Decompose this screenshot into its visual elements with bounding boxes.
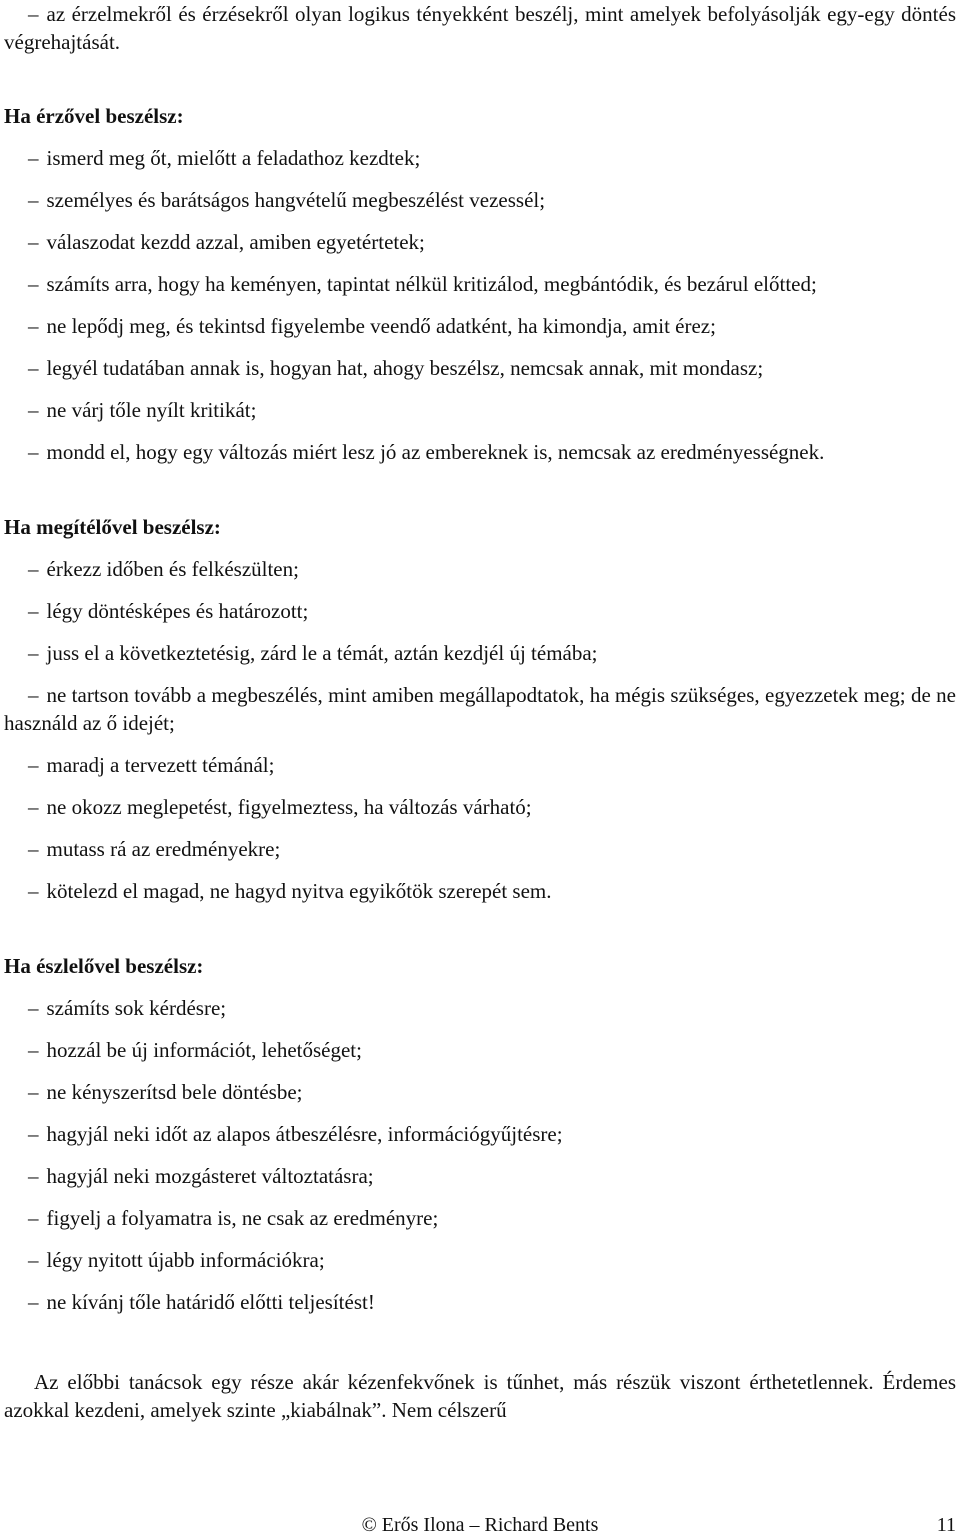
list-item <box>4 1288 956 1316</box>
dash-bullet: – <box>28 1290 39 1314</box>
section-heading: Ha érzővel beszélsz: <box>4 104 184 128</box>
list-item <box>4 555 956 583</box>
list-item-text: érkezz időben és felkészülten; <box>46 557 299 581</box>
dash-bullet: – <box>28 272 39 296</box>
list-item <box>4 438 956 466</box>
section-heading: Ha megítélővel beszélsz: <box>4 515 221 539</box>
list-item-text: az érzelmekről és érzésekről olyan logikus tényekként beszélj, mint amelyek befolyásolják egy-egy döntés végrehajtását. <box>4 2 956 54</box>
list-item-text: hagyjál neki mozgásteret változtatásra; <box>46 1164 374 1188</box>
list-item-text: juss el a következtetésig, zárd le a témát, aztán kezdjél új témába; <box>46 641 598 665</box>
list-item-text: válaszodat kezdd azzal, amiben egyetértetek; <box>46 230 425 254</box>
dash-bullet: – <box>28 599 39 623</box>
dash-bullet: – <box>28 557 39 581</box>
list-item <box>4 681 956 737</box>
dash-bullet: – <box>28 837 39 861</box>
dash-bullet: – <box>28 440 39 464</box>
dash-bullet: – <box>28 795 39 819</box>
dash-bullet: – <box>28 314 39 338</box>
guidance-section <box>4 952 956 1316</box>
dash-bullet: – <box>28 1038 39 1062</box>
list-item-text: ne kívánj tőle határidő előtti teljesítést! <box>46 1290 375 1314</box>
list-item-text: figyelj a folyamatra is, ne csak az eredményre; <box>46 1206 439 1230</box>
list-item <box>4 1120 956 1148</box>
list-item <box>4 228 956 256</box>
list-item <box>4 793 956 821</box>
dash-bullet: – <box>28 398 39 422</box>
dash-bullet: – <box>28 188 39 212</box>
list-item <box>4 1204 956 1232</box>
dash-bullet: – <box>28 230 39 254</box>
list-item-text: légy nyitott újabb információkra; <box>46 1248 325 1272</box>
list-item-text: ismerd meg őt, mielőtt a feladathoz kezdtek; <box>46 146 421 170</box>
list-item-text: ne lepődj meg, és tekintsd figyelembe veendő adatként, ha kimondja, amit érez; <box>46 314 716 338</box>
list-item-text: maradj a tervezett témánál; <box>46 753 275 777</box>
sections-container <box>4 102 956 1316</box>
dash-bullet: – <box>28 641 39 665</box>
list-item <box>4 835 956 863</box>
list-item-text: mutass rá az eredményekre; <box>46 837 281 861</box>
list-item-text: ne okozz meglepetést, figyelmeztess, ha változás várható; <box>46 795 532 819</box>
dash-bullet: – <box>28 1248 39 1272</box>
document-page <box>4 0 956 1424</box>
list-item <box>4 270 956 298</box>
list-item <box>4 1162 956 1190</box>
dash-bullet: – <box>28 996 39 1020</box>
list-item <box>4 751 956 779</box>
list-item <box>4 312 956 340</box>
dash-bullet: – <box>28 356 39 380</box>
dash-bullet: – <box>28 2 39 26</box>
footer-copyright: © Erős Ilona – Richard Bents <box>361 1514 599 1536</box>
dash-bullet: – <box>28 1080 39 1104</box>
list-item-text: személyes és barátságos hangvételű megbeszélést vezessél; <box>46 188 546 212</box>
list-item-text: légy döntésképes és határozott; <box>46 599 309 623</box>
page-footer <box>4 1514 956 1537</box>
list-item <box>4 597 956 625</box>
list-item <box>4 396 956 424</box>
dash-bullet: – <box>28 683 39 707</box>
list-item-text: ne várj tőle nyílt kritikát; <box>46 398 257 422</box>
list-item <box>4 0 956 56</box>
list-item-text: kötelezd el magad, ne hagyd nyitva egyikőtök szerepét sem. <box>46 879 552 903</box>
list-item <box>4 1246 956 1274</box>
list-item-text: ne kényszerítsd bele döntésbe; <box>46 1080 303 1104</box>
dash-bullet: – <box>28 1206 39 1230</box>
dash-bullet: – <box>28 753 39 777</box>
list-item <box>4 1078 956 1106</box>
list-item <box>4 994 956 1022</box>
dash-bullet: – <box>28 146 39 170</box>
intro-list <box>4 0 956 56</box>
list-item-text: ne tartson tovább a megbeszélés, mint amiben megállapodtatok, ha mégis szükséges, egyezzetek meg; de ne használd az ő idejét; <box>4 683 956 735</box>
list-item <box>4 186 956 214</box>
section-heading: Ha észlelővel beszélsz: <box>4 954 204 978</box>
list-item <box>4 354 956 382</box>
list-item <box>4 639 956 667</box>
dash-bullet: – <box>28 1122 39 1146</box>
list-item-text: legyél tudatában annak is, hogyan hat, ahogy beszélsz, nemcsak annak, mit mondasz; <box>46 356 764 380</box>
guidance-section <box>4 513 956 905</box>
list-item-text: számíts sok kérdésre; <box>46 996 227 1020</box>
guidance-section <box>4 102 956 466</box>
list-item-text: számíts arra, hogy ha keményen, tapintat nélkül kritizálod, megbántódik, és bezárul előtted; <box>46 272 817 296</box>
page-number: 11 <box>936 1514 956 1536</box>
dash-bullet: – <box>28 879 39 903</box>
list-item <box>4 877 956 905</box>
list-item-text: hozzál be új információt, lehetőséget; <box>46 1038 362 1062</box>
list-item-text: hagyjál neki időt az alapos átbeszélésre, információgyűjtésre; <box>46 1122 563 1146</box>
list-item-text: mondd el, hogy egy változás miért lesz jó az embereknek is, nemcsak az eredményességnek. <box>46 440 825 464</box>
list-item <box>4 1036 956 1064</box>
list-item <box>4 144 956 172</box>
dash-bullet: – <box>28 1164 39 1188</box>
closing-paragraph: Az előbbi tanácsok egy része akár kézenfekvőnek is tűnhet, más részük viszont érthetetlennek. Érdemes azokkal kezdeni, amelyek szinte „kiabálnak”. Nem célszerű <box>4 1370 956 1422</box>
